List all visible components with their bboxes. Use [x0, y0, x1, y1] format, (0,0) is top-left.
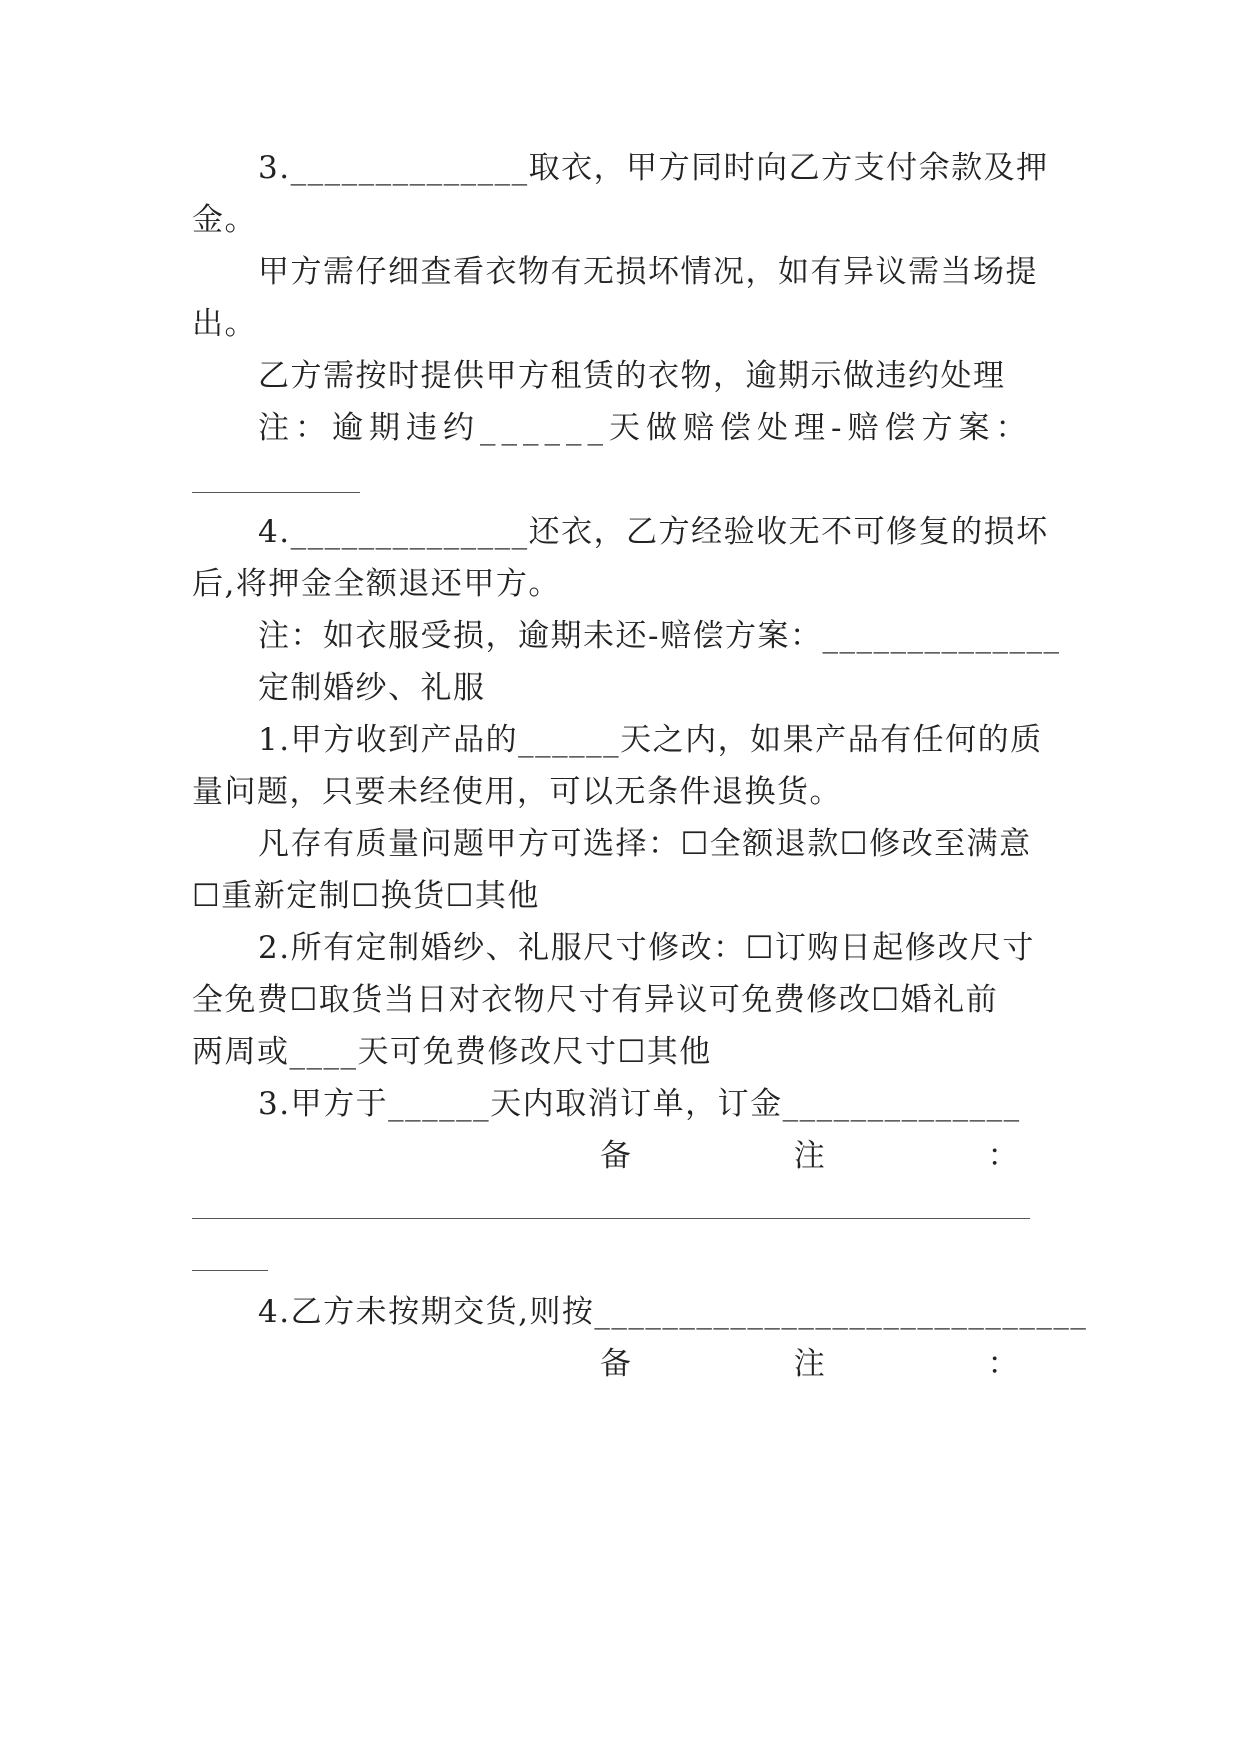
section-heading [258, 668, 1057, 708]
custom-clause-2 [258, 928, 1057, 968]
line-text: 3.甲方于______天内取消订单，订金______________ [258, 1086, 1021, 1122]
quality-options-cont [192, 876, 1057, 916]
remark-label: 备 [600, 1346, 633, 1382]
inspection-clause-cont [192, 304, 1057, 344]
clause-3-pickup [258, 148, 1057, 188]
line-text: 两周或____天可免费修改尺寸☐其他 [192, 1034, 712, 1070]
line-text: 3.______________取衣，甲方同时向乙方支付余款及押 [258, 150, 1049, 186]
damage-note [258, 616, 1061, 656]
custom-clause-4 [258, 1292, 1088, 1332]
remark-line-1 [600, 1136, 1020, 1176]
remark-line-2 [600, 1344, 1020, 1384]
remark-colon: ： [987, 1138, 1020, 1174]
remark-label: 注 [793, 1138, 827, 1174]
line-text: 量问题，只要未经使用，可以无条件退换货。 [192, 774, 842, 810]
remark-blank [192, 1218, 1030, 1219]
clause-4-return [258, 512, 1057, 552]
inspection-clause [258, 252, 1057, 292]
clause-3-pickup-cont [192, 200, 1057, 240]
remark-colon: ： [987, 1346, 1020, 1382]
overdue-note [258, 408, 1057, 448]
line-text: 凡存有质量问题甲方可选择：☐全额退款☐修改至满意 [258, 826, 1032, 862]
line-text: 4.______________还衣，乙方经验收无不可修复的损坏 [258, 514, 1049, 550]
custom-clause-2-cont [192, 980, 1057, 1020]
line-text: 出。 [192, 306, 257, 342]
custom-clause-1-cont [192, 772, 1057, 812]
remark-blank [192, 1270, 268, 1271]
quality-options [258, 824, 1057, 864]
clause-4-return-cont [192, 564, 1057, 604]
custom-clause-1 [258, 720, 1057, 760]
overdue-plan-blank [192, 492, 360, 493]
line-text: 全免费☐取货当日对衣物尺寸有异议可免费修改☐婚礼前 [192, 982, 999, 1018]
custom-clause-3 [258, 1084, 1057, 1124]
remark-label: 备 [600, 1138, 633, 1174]
line-text: ☐重新定制☐换货☐其他 [192, 878, 540, 914]
line-text: 甲方需仔细查看衣物有无损坏情况，如有异议需当场提 [258, 254, 1038, 290]
line-text: 金。 [192, 202, 257, 238]
custom-clause-2-cont [192, 1032, 1057, 1072]
section-title: 定制婚纱、礼服 [258, 670, 486, 706]
line-text: 乙方需按时提供甲方租赁的衣物，逾期示做违约处理 [258, 358, 1006, 394]
line-text: 2.所有定制婚纱、礼服尺寸修改：☐订购日起修改尺寸 [258, 930, 1035, 966]
remark-label: 注 [793, 1346, 827, 1382]
line-text: 注：逾期违约______天做赔偿处理-赔偿方案： [258, 410, 1033, 446]
line-text: 后,将押金全额退还甲方。 [192, 566, 561, 602]
line-text: 4.乙方未按期交货,则按_____________________________ [258, 1294, 1088, 1330]
line-text: 1.甲方收到产品的______天之内，如果产品有任何的质 [258, 722, 1043, 758]
delivery-clause [258, 356, 1057, 396]
line-text: 注：如衣服受损，逾期未还-赔偿方案：______________ [258, 618, 1061, 654]
